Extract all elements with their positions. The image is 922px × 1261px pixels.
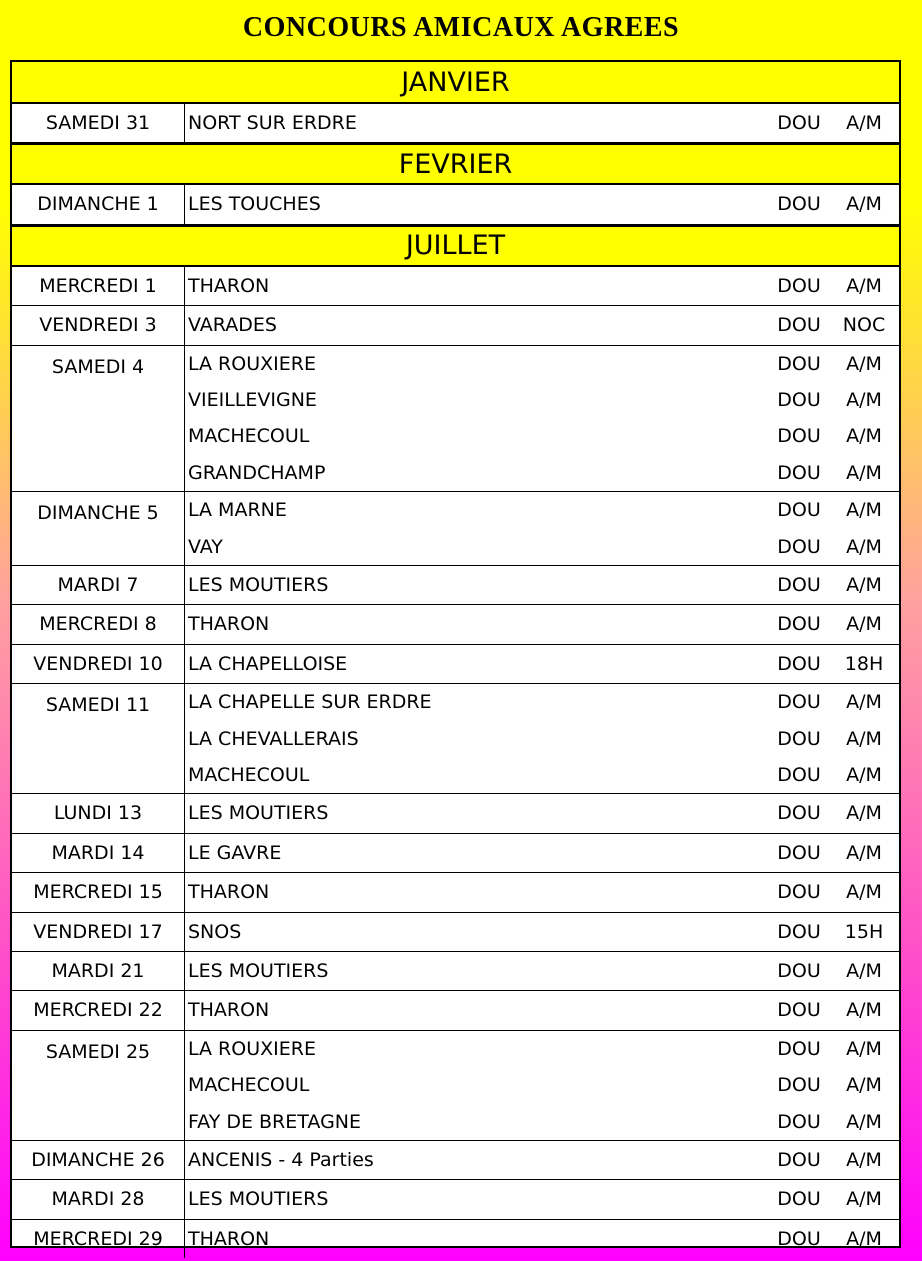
venue-name: MACHECOUL [188,1074,310,1097]
list-item [185,834,899,872]
day-label: MERCREDI 8 [12,605,185,643]
list-item [185,104,899,142]
format-label: DOU [777,1110,821,1133]
venue-name: LA ROUXIERE [188,1037,316,1060]
day-row [12,605,899,644]
format-label: DOU [777,1074,821,1097]
format-label: DOU [777,959,821,982]
time-label: A/M [846,1074,882,1097]
time-label: NOC [842,314,886,337]
time-label: A/M [846,763,882,786]
day-label: MARDI 28 [12,1180,185,1218]
day-entries [185,873,899,911]
list-item [185,952,899,990]
day-row [12,566,899,605]
page-title: CONCOURS AMICAUX AGREES [242,12,680,43]
list-item [185,346,899,382]
venue-name: MACHECOUL [188,763,310,786]
venue-name: LA CHAPELLE SUR ERDRE [188,691,432,714]
format-label: DOU [777,193,821,216]
day-entries [185,566,899,604]
venue-name: MACHECOUL [188,425,310,448]
day-entries [185,1180,899,1218]
time-label: 15H [844,920,884,943]
list-item [185,913,899,951]
day-label: DIMANCHE 1 [12,185,185,223]
time-label: A/M [846,1110,882,1133]
day-entries [185,794,899,832]
day-label: LUNDI 13 [12,794,185,832]
time-label: A/M [846,499,882,522]
day-row [12,952,899,991]
list-item [185,185,899,223]
list-item [185,529,899,565]
time-label: A/M [846,193,882,216]
time-label: A/M [846,691,882,714]
day-row [12,645,899,684]
format-label: DOU [777,573,821,596]
list-item [185,1104,899,1140]
list-item [185,1180,899,1218]
day-row [12,1141,899,1180]
venue-name: LA CHAPELLOISE [188,652,348,675]
day-row [12,346,899,493]
day-label: DIMANCHE 5 [12,492,185,565]
list-item [185,455,899,491]
time-label: A/M [846,535,882,558]
format-label: DOU [777,111,821,134]
time-label: A/M [846,1227,882,1250]
venue-name: LA ROUXIERE [188,352,316,375]
format-label: DOU [777,1037,821,1060]
list-item [185,382,899,418]
time-label: A/M [846,111,882,134]
day-row [12,913,899,952]
format-label: DOU [777,802,821,825]
format-label: DOU [777,691,821,714]
day-entries [185,1031,899,1140]
list-item [185,566,899,604]
format-label: DOU [777,1227,821,1250]
venue-name: THARON [188,1227,270,1250]
day-entries [185,605,899,643]
format-label: DOU [777,727,821,750]
time-label: A/M [846,461,882,484]
list-item [185,418,899,454]
day-entries [185,267,899,305]
format-label: DOU [777,499,821,522]
day-label: VENDREDI 3 [12,306,185,344]
venue-name: LE GAVRE [188,841,282,864]
list-item [185,1067,899,1103]
venue-name: VAY [188,535,223,558]
venue-name: VARADES [188,314,277,337]
time-label: 18H [844,652,884,675]
schedule-table [10,60,901,1248]
day-row [12,873,899,912]
time-label: A/M [846,389,882,411]
venue-name: SNOS [188,920,242,943]
day-row [12,185,899,224]
venue-name: GRANDCHAMP [188,461,326,484]
venue-name: LES MOUTIERS [188,959,329,982]
format-label: DOU [777,613,821,636]
time-label: A/M [846,425,882,448]
venue-name: FAY DE BRETAGNE [188,1110,362,1133]
format-label: DOU [777,274,821,297]
list-item [185,991,899,1029]
time-label: A/M [846,881,882,904]
day-row [12,1031,899,1141]
day-row [12,991,899,1030]
venue-name: THARON [188,881,270,904]
day-label: SAMEDI 4 [12,346,185,492]
time-label: A/M [846,1037,882,1060]
format-label: DOU [777,1188,821,1211]
day-row [12,834,899,873]
day-entries [185,645,899,683]
list-item [185,605,899,643]
day-label: SAMEDI 31 [12,104,185,142]
format-label: DOU [777,425,821,448]
time-label: A/M [846,999,882,1022]
format-label: DOU [777,652,821,675]
day-entries [185,684,899,793]
day-row [12,684,899,794]
venue-name: ANCENIS - 4 Parties [188,1148,374,1171]
day-label: SAMEDI 25 [12,1031,185,1140]
day-entries [185,346,899,492]
list-item [185,1031,899,1067]
day-entries [185,185,899,223]
day-row [12,492,899,566]
day-entries [185,492,899,565]
day-entries [185,306,899,344]
list-item [185,1141,899,1179]
format-label: DOU [777,881,821,904]
time-label: A/M [846,802,882,825]
day-label: SAMEDI 11 [12,684,185,793]
day-row [12,267,899,306]
venue-name: LA MARNE [188,499,287,522]
venue-name: NORT SUR ERDRE [188,111,357,134]
day-label: MARDI 7 [12,566,185,604]
list-item [185,306,899,344]
day-row [12,1180,899,1219]
format-label: DOU [777,841,821,864]
list-item [185,684,899,720]
venue-name: THARON [188,999,270,1022]
day-entries [185,834,899,872]
day-entries [185,1141,899,1179]
day-label: MARDI 14 [12,834,185,872]
day-label: DIMANCHE 26 [12,1141,185,1179]
month-header: JUILLET [12,225,899,267]
list-item [185,721,899,757]
format-label: DOU [777,535,821,558]
time-label: A/M [846,841,882,864]
format-label: DOU [777,999,821,1022]
day-entries [185,913,899,951]
time-label: A/M [846,1148,882,1171]
day-row [12,794,899,833]
month-header: JANVIER [12,62,899,104]
venue-name: LA CHEVALLERAIS [188,727,359,750]
list-item [185,757,899,793]
list-item [185,492,899,528]
time-label: A/M [846,1188,882,1211]
venue-name: LES MOUTIERS [188,1188,329,1211]
format-label: DOU [777,389,821,411]
time-label: A/M [846,352,882,375]
format-label: DOU [777,920,821,943]
venue-name: THARON [188,613,270,636]
day-row [12,306,899,345]
format-label: DOU [777,352,821,375]
venue-name: LES MOUTIERS [188,573,329,596]
venue-name: VIEILLEVIGNE [188,389,317,411]
time-label: A/M [846,727,882,750]
time-label: A/M [846,959,882,982]
format-label: DOU [777,763,821,786]
format-label: DOU [777,314,821,337]
day-label: MERCREDI 29 [12,1220,185,1258]
day-entries [185,952,899,990]
day-label: VENDREDI 10 [12,645,185,683]
list-item [185,267,899,305]
month-header: FEVRIER [12,143,899,185]
day-entries [185,104,899,142]
day-label: MERCREDI 1 [12,267,185,305]
venue-name: LES TOUCHES [188,193,321,216]
day-label: MARDI 21 [12,952,185,990]
format-label: DOU [777,1148,821,1171]
list-item [185,1220,899,1258]
format-label: DOU [777,461,821,484]
time-label: A/M [846,613,882,636]
day-label: VENDREDI 17 [12,913,185,951]
venue-name: LES MOUTIERS [188,802,329,825]
day-row [12,1220,899,1258]
day-entries [185,1220,899,1258]
time-label: A/M [846,573,882,596]
list-item [185,645,899,683]
day-entries [185,991,899,1029]
list-item [185,794,899,832]
venue-name: THARON [188,274,270,297]
list-item [185,873,899,911]
day-row [12,104,899,143]
day-label: MERCREDI 15 [12,873,185,911]
day-label: MERCREDI 22 [12,991,185,1029]
time-label: A/M [846,274,882,297]
